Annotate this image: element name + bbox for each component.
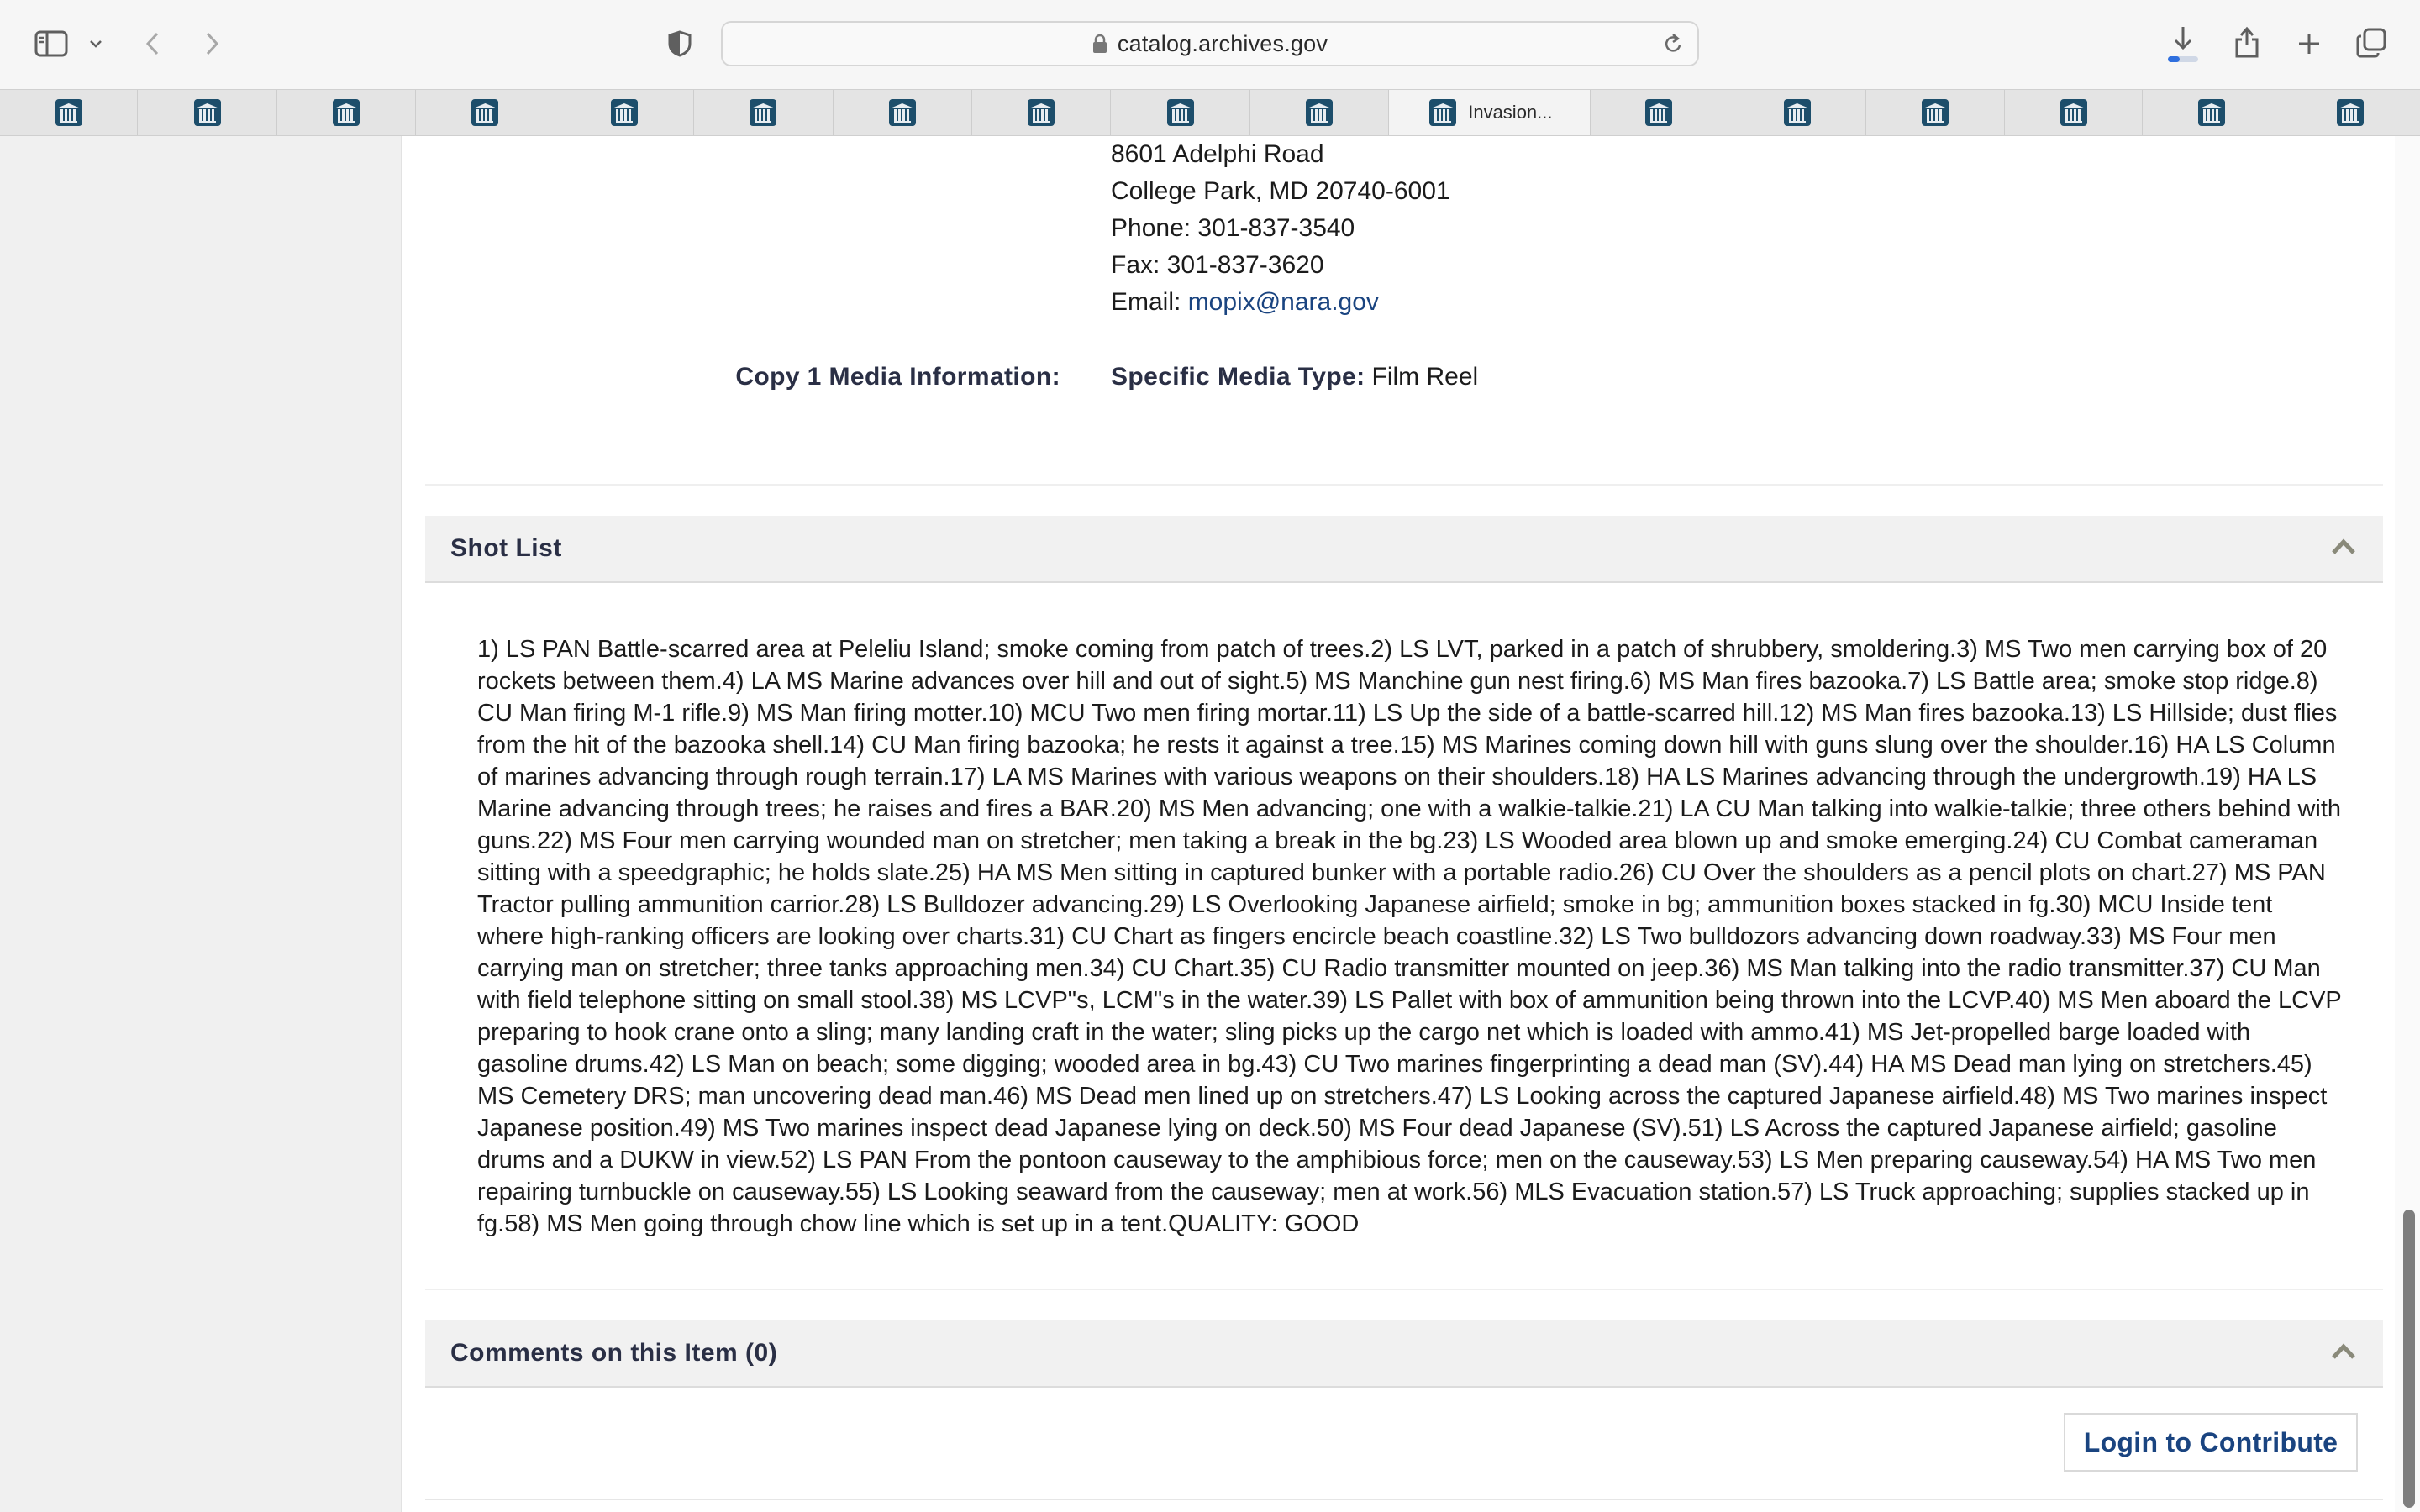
shot-list-header[interactable] <box>425 516 2383 583</box>
tab-bar <box>0 89 2420 136</box>
archives-favicon-icon <box>1167 99 1194 126</box>
browser-tab[interactable] <box>2281 90 2420 135</box>
browser-tab[interactable] <box>277 90 416 135</box>
chevron-left-icon[interactable] <box>139 27 165 60</box>
browser-tab[interactable] <box>1250 90 1389 135</box>
contact-email-row <box>1111 284 1450 321</box>
archives-favicon-icon <box>1784 99 1811 126</box>
archives-favicon-icon <box>1645 99 1672 126</box>
browser-tab[interactable] <box>555 90 694 135</box>
browser-tab-active[interactable] <box>1389 90 1590 135</box>
email-link[interactable]: mopix@nara.gov <box>1187 288 1379 316</box>
archives-favicon-icon <box>2198 99 2225 126</box>
browser-tab[interactable] <box>1728 90 1866 135</box>
contact-address <box>1111 136 1450 321</box>
contact-fax: Fax: 301-837-3620 <box>1111 251 1324 279</box>
email-label: Email: <box>1111 288 1188 316</box>
browser-tab[interactable] <box>834 90 972 135</box>
archives-favicon-icon <box>1429 99 1456 126</box>
archives-favicon-icon <box>1306 99 1333 126</box>
shot-list-text: 1) LS PAN Battle-scarred area at Peleliu Island; smoke coming from patch of trees.2) LS LVT, parked in a patch of shrubbery, smoldering.3) MS Two men carrying box of 20 rockets between them.4) LA MS Marine advances over hill and out of sight.5) MS Manchine gun nest firing.6) MS Man fires bazooka.7) LS Battle area; smoke stop ridge.8) CU Man firing M-1 rifle.9) MS Man firing motter.10) MCU Two men firing mortar.11) LS Up the side of a battle-scarred hill.12) MS Man fires bazooka.13) LS Hillside; dust flies from the hit of the bazooka shell.14) CU Man firing bazooka; he rests it against a tree.15) MS Marines coming down hill with guns slung over the shoulder.16) HA LS Column of marines advancing through rough terrain.17) LA MS Marines with various weapons on their shoulders.18) HA LS Marines advancing through the undergrowth.19) HA LS Marine advancing through trees; he raises and fires a BAR.20) MS Men advancing; one with a walkie-talkie.21) LA CU Man talking into walkie-talkie; three others behind with guns.22) MS Four men carrying wounded man on stretcher; men taking a break in the bg.23) LS Wooded area blown up and smoke emerging.24) CU Combat cameraman sitting with a speedgraphic; he holds slate.25) HA MS Men sitting in captured bunker with a portable radio.26) CU Over the shoulders as a pencil plots on chart.27) MS PAN Tractor pulling ammunition carrior.28) LS Bulldozer advancing.29) LS Overlooking Japanese airfield; smoke in bg; ammunition boxes stacked in fg.30) MCU Inside tent where high-ranking officers are looking over charts.31) CU Chart as fingers encircle beach coastline.32) LS Two bulldozors advancing down roadway.33) MS Four men carrying man on stretcher; three tanks approaching men.34) CU Chart.35) CU Radio transmitter mounted on jeep.36) MS Man talking into the radio transmitter.37) CU Man with field telephone sitting on small stool.38) MS LCVP"s, LCM"s in the water.39) LS Pallet with box of ammunition being thrown into the LCVP.40) MS Men aboard the LCVP preparing to hook crane onto a sling; many landing craft in the water; sling picks up the cargo net which is loaded with ammo.41) MS Jet-propelled barge loaded with gasoline drums.42) LS Man on beach; some digging; wooded area in bg.43) CU Two marines fingerprinting a dead man (SV).44) HA MS Dead man lying on stretchers.45) MS Cemetery DRS; man uncovering dead man.46) MS Dead men lined up on stretchers.47) LS Looking across the captured Japanese airfield.48) MS Two marines inspect Japanese position.49) MS Two marines inspect dead Japanese lying on deck.50) MS Four dead Japanese (SV).51) LS Across the captured Japanese airfield; gasoline drums and a DUKW in view.52) LS PAN From the pontoon causeway to the amphibious force; men on the causeway.53) LS Men preparing causeway.54) HA MS Two men repairing turnbuckle on causeway.55) LS Looking seaward from the causeway; men at work.56) MLS Evacuation station.57) LS Truck approaching; supplies stacked up in fg.58) MS Men going through chow line which is set up in a tent.QUALITY: GOOD <box>477 636 2342 1237</box>
archives-favicon-icon <box>471 99 498 126</box>
lock-icon <box>1092 34 1107 54</box>
url-text: catalog.archives.gov <box>1117 30 1328 56</box>
browser-tab[interactable] <box>694 90 833 135</box>
section-divider <box>425 484 2383 486</box>
media-type-label: Specific Media Type: <box>1111 363 1365 391</box>
media-info-label: Copy 1 Media Information: <box>735 363 1060 391</box>
media-type-value: Film Reel <box>1371 363 1479 391</box>
contact-phone: Phone: 301-837-3540 <box>1111 214 1355 242</box>
reload-icon[interactable] <box>1662 33 1684 60</box>
archives-favicon-icon <box>611 99 638 126</box>
section-divider <box>425 1289 2383 1290</box>
archives-favicon-icon <box>194 99 221 126</box>
browser-tab[interactable] <box>1591 90 1728 135</box>
login-to-contribute-button[interactable]: Login to Contribute <box>2064 1413 2358 1472</box>
browser-tab[interactable] <box>972 90 1111 135</box>
tabs-overview-icon[interactable] <box>2354 25 2388 60</box>
archives-favicon-icon <box>2060 99 2087 126</box>
archives-favicon-icon <box>333 99 360 126</box>
share-icon[interactable] <box>2232 24 2262 60</box>
scrollbar-thumb[interactable] <box>2403 1210 2415 1508</box>
browser-tab[interactable] <box>416 90 555 135</box>
media-info-value <box>1111 363 1478 391</box>
sidebar-icon[interactable] <box>32 27 71 60</box>
address-city: College Park, MD 20740-6001 <box>1111 177 1450 205</box>
chevron-up-icon[interactable] <box>2331 538 2356 560</box>
chevron-up-icon[interactable] <box>2331 1342 2356 1365</box>
privacy-shield-icon[interactable] <box>666 27 694 60</box>
browser-tab[interactable] <box>2005 90 2143 135</box>
browser-tab[interactable] <box>1866 90 2004 135</box>
browser-tab[interactable] <box>138 90 276 135</box>
archives-favicon-icon <box>55 99 82 126</box>
browser-toolbar <box>0 0 2420 89</box>
main-content <box>402 136 2395 1512</box>
shot-list-title: Shot List <box>450 534 562 562</box>
address-bar[interactable] <box>721 21 1699 66</box>
address-street: 8601 Adelphi Road <box>1111 140 1324 168</box>
archives-favicon-icon <box>1028 99 1055 126</box>
comments-title: Comments on this Item (0) <box>450 1339 778 1367</box>
archives-favicon-icon <box>1922 99 1949 126</box>
tab-title: Invasion... <box>1468 102 1553 123</box>
archives-favicon-icon <box>750 99 776 126</box>
archives-favicon-icon <box>2337 99 2364 126</box>
browser-tab[interactable] <box>1111 90 1249 135</box>
section-divider <box>425 1499 2383 1500</box>
comments-header[interactable] <box>425 1320 2383 1388</box>
plus-icon[interactable] <box>2294 27 2324 60</box>
browser-tab[interactable] <box>2143 90 2281 135</box>
browser-tab[interactable] <box>0 90 138 135</box>
left-sidebar <box>0 136 402 1512</box>
chevron-right-icon[interactable] <box>200 27 225 60</box>
chevron-down-icon[interactable] <box>86 32 106 55</box>
download-icon[interactable] <box>2166 24 2200 64</box>
archives-favicon-icon <box>889 99 916 126</box>
